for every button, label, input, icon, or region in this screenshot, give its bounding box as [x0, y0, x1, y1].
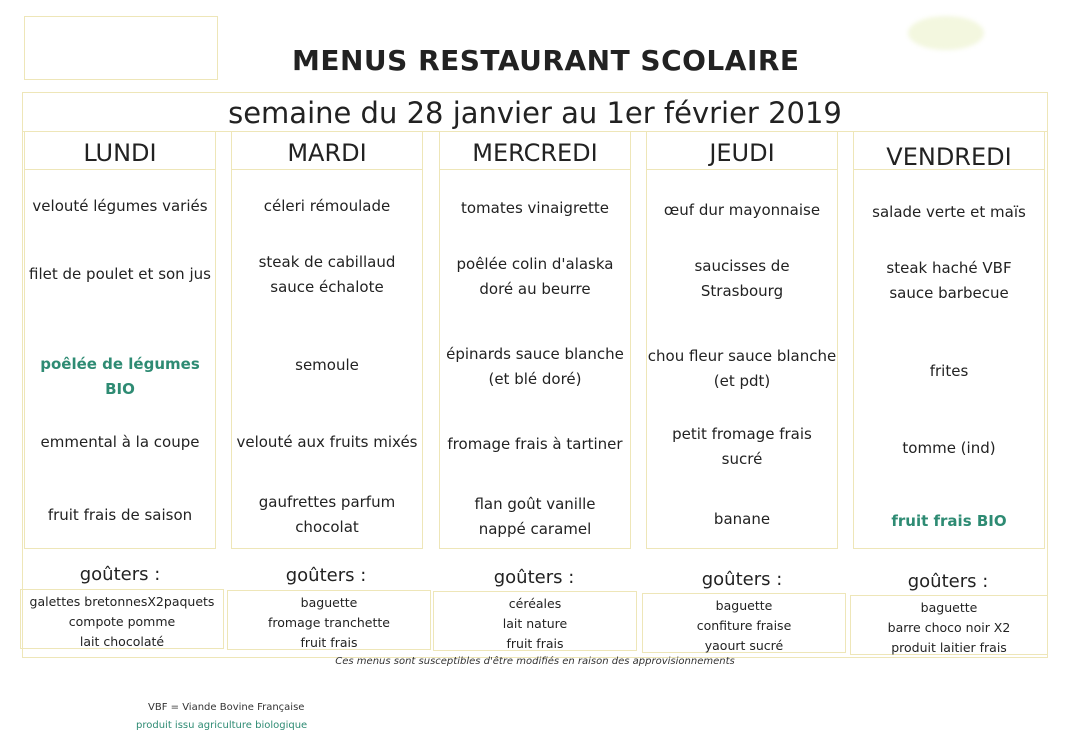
gouters-label: goûters :	[907, 571, 989, 592]
legend-vbf: VBF = Viande Bovine Française	[148, 702, 305, 713]
dish-dessert: gaufrettes parfum chocolat	[258, 493, 396, 536]
gouters-label: goûters :	[701, 569, 783, 590]
dish-starter: œuf dur mayonnaise	[663, 201, 821, 219]
gouter-item: lait nature	[502, 616, 568, 631]
day-column-lundi	[24, 131, 216, 549]
gouters-label: goûters :	[493, 567, 575, 588]
gouter-item: fruit frais	[300, 635, 358, 650]
week-heading: semaine du 28 janvier au 1er février 2019	[228, 96, 842, 130]
page-title: MENUS RESTAURANT SCOLAIRE	[292, 44, 800, 77]
dish-side: frites	[929, 362, 969, 380]
gouters-label: goûters :	[285, 565, 367, 586]
gouter-item: lait chocolaté	[79, 634, 165, 649]
gouter-item: yaourt sucré	[704, 638, 784, 653]
dish-main: poêlée colin d'alaska doré au beurre	[456, 255, 614, 298]
gouter-item: fruit frais	[506, 636, 564, 651]
dish-main: steak haché VBF sauce barbecue	[886, 259, 1012, 302]
dish-starter: céleri rémoulade	[263, 197, 391, 215]
dish-cheese: petit fromage frais sucré	[672, 425, 812, 468]
dish-cheese: velouté aux fruits mixés	[236, 433, 418, 451]
gouter-item: baguette	[300, 595, 358, 610]
gouter-item: baguette	[715, 598, 773, 613]
gouters-box-jeudi	[642, 593, 846, 653]
gouter-item: baguette	[920, 600, 978, 615]
dish-dessert: fruit frais de saison	[47, 506, 193, 524]
gouters-box-vendredi	[850, 595, 1048, 655]
dish-cheese: fromage frais à tartiner	[447, 435, 623, 453]
dish-starter: velouté légumes variés	[32, 197, 208, 215]
dish-side: poêlée de légumes BIO	[40, 355, 200, 398]
day-name: LUNDI	[25, 132, 215, 170]
day-name: VENDREDI	[854, 132, 1044, 170]
legend-bio: produit issu agriculture biologique	[136, 720, 308, 731]
day-name: JEUDI	[647, 132, 837, 170]
gouter-item: galettes bretonnesX2paquets	[29, 594, 215, 609]
gouter-item: barre choco noir X2	[887, 620, 1011, 635]
dish-side: épinards sauce blanche (et blé doré)	[446, 345, 624, 388]
day-column-mardi	[231, 131, 423, 549]
dish-dessert: flan goût vanille nappé caramel	[474, 495, 596, 538]
dish-starter: salade verte et maïs	[872, 203, 1026, 221]
dish-main: steak de cabillaud sauce échalote	[258, 253, 396, 296]
dish-dessert: fruit frais BIO	[891, 512, 1007, 530]
dish-dessert: banane	[713, 510, 771, 528]
dish-starter: tomates vinaigrette	[460, 199, 610, 217]
day-name: MERCREDI	[440, 132, 630, 170]
gouters-box-mardi	[227, 590, 431, 650]
day-column-jeudi	[646, 131, 838, 549]
day-column-vendredi	[853, 131, 1045, 549]
gouter-item: céréales	[508, 596, 562, 611]
dish-cheese: tomme (ind)	[902, 439, 996, 457]
gouter-item: produit laitier frais	[891, 640, 1007, 655]
gouter-item: fromage tranchette	[268, 615, 390, 630]
dish-side: chou fleur sauce blanche (et pdt)	[647, 347, 837, 390]
gouters-box-lundi	[20, 589, 224, 649]
dish-side: semoule	[295, 356, 359, 374]
gouter-item: confiture fraise	[696, 618, 792, 633]
gouter-item: compote pomme	[68, 614, 176, 629]
dish-main: saucisses de Strasbourg	[694, 257, 790, 300]
dish-cheese: emmental à la coupe	[40, 433, 200, 451]
gouters-box-mercredi	[433, 591, 637, 651]
corner-decoration	[908, 16, 984, 50]
disclaimer: Ces menus sont susceptibles d'être modifiés en raison des approvisionnements	[335, 656, 735, 667]
day-name: MARDI	[232, 132, 422, 170]
dish-main: filet de poulet et son jus	[29, 265, 211, 283]
day-column-mercredi	[439, 131, 631, 549]
logo-placeholder	[24, 16, 218, 80]
gouters-label: goûters :	[79, 564, 161, 585]
